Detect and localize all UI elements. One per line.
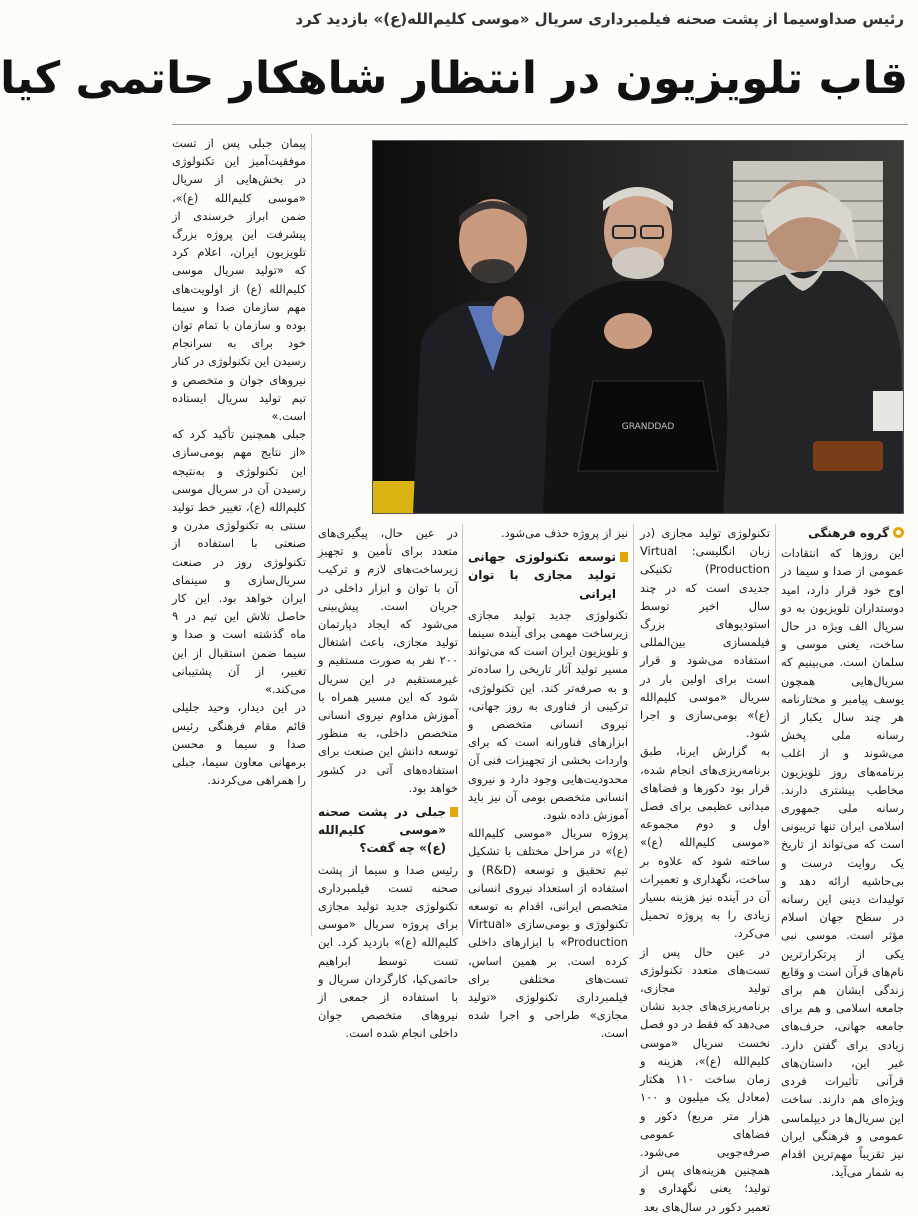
subheading (468, 548, 628, 603)
article-column-5 (172, 134, 306, 936)
article-headline: قاب تلویزیون در انتظار شاهکار حاتمی کیا (0, 53, 908, 104)
column-divider (633, 524, 634, 936)
paragraph: به گزارش ایرنا، طبق برنامه‌ریزی‌های انجام شده، قرار بود دکورها و فضاهای میدانی عظیمی برای فصل اول و دوم مجموعه «موسی کلیم‌الله (ع)» ساخته شود که علاوه بر ساخت، نگهداری و تعمیرات آن در آینده نیز هزینه بسیار زیادی را به پروژه تحمیل می‌کرد. (640, 744, 770, 941)
byline (781, 524, 904, 542)
photo-illustration (373, 141, 903, 513)
paragraph: نیز از پروژه حذف می‌شود. (500, 526, 628, 540)
paragraph: جبلی همچنین تأکید کرد که «از نتایج مهم بومی‌سازی این تکنولوژی و به‌نتیجه رسیدن آن در سریال موسی کلیم‌الله (ع)، تغییر خط تولید سنتی به تکنولوژی مدرن و صنعتی با استفاده از تکنولوژی روز در صنعت سریال‌سازی و سینمای ایران خواهد بود. این کار حاصل تلاش این تیم در ۹ ماه گذشته است و صدا و سیما ضمن استقبال از این تغییر، از آن پشتیبانی می‌کند.» (172, 427, 306, 697)
paragraph: تکنولوژی تولید مجازی (در زبان انگلیسی: Virtual Production) تکنیکی جدیدی است که در چند سال اخیر توسط استودیوهای بزرگ فیلمسازی بین‌المللی استفاده می‌شود و قرار است برای اولین بار در سریال «موسی کلیم‌الله (ع)» بومی‌سازی و اجرا شود. (640, 526, 770, 741)
article-photo (372, 140, 904, 514)
section-circle-icon (893, 527, 904, 538)
subheading-text: جبلی در پشت صحنه «موسی کلیم‌الله (ع)» چه گفت؟ (318, 805, 446, 856)
article-kicker: رئیس صداوسیما از پشت صحنه فیلمبرداری سریال «موسی کلیم‌الله(ع)» بازدید کرد (295, 10, 904, 28)
paragraph: این روزها که انتقادات عمومی از صدا و سیما در اوج خود قرار دارد، امید دوستداران تلویزیون به دو سریال الف ویژه در حال ساخت، یعنی موسی و سلمان است. می‌بینیم که سریال‌هایی همچون یوسف پیامبر و مختارنامه هر چند سال یکبار از رسانه ملی پخش می‌شوند و از اغلب برنامه‌های روز تلویزیون مخاطب بیشتری دارند. رسانه ملی جمهوری اسلامی ایران تنها تریبونی است که می‌تواند از تاریخ یک روایت درست و بی‌حاشیه ارائه دهد و تولیدات دینی این رسانه در سطح جهان اسلام مؤثر است. موسی نبی یکی از پرتکرارترین نام‌های قرآن است و وقایع زندگی ایشان هم برای جامعه اسلامی و هم برای جامعه جهانی، حرف‌های زیادی برای گفتن دارد. غیر این، داستان‌های قرآنی تأثیرات فردی ویژه‌ای هم دارند. ساخت این سریال‌ها در دیپلماسی عمومی و فرهنگی ایران نیز تقریباً مهم‌ترین اقدام به شمار می‌آید. (781, 546, 904, 1180)
subheading (318, 803, 458, 858)
paragraph: پروژه سریال «موسی کلیم‌الله (ع)» در مراحل مختلف با تشکیل تیم تحقیق و توسعه (R&D) و استفاده از استعداد نیروی انسانی متخصص ایرانی، اقدام به توسعه تکنولوژی و بومی‌سازی «Virtual Production» با ابزارهای داخلی کرده است. بر همین اساس، تست‌های مختلفی برای فیلمبرداری تکنولوژی «تولید مجازی» طراحی و اجرا شده است. (468, 826, 628, 1041)
article-column-2 (640, 524, 771, 1214)
article-column-1 (781, 524, 904, 1180)
byline-text: گروه فرهنگی (808, 526, 889, 540)
article-column-3 (468, 524, 628, 1041)
article-column-4 (318, 524, 458, 1041)
subheading-bullet-icon (620, 552, 628, 562)
column-divider (462, 524, 463, 936)
laptop-brand-label: GRANDDAD (621, 422, 675, 432)
paragraph: تکنولوژی جدید تولید مجازی زیرساخت مهمی برای آینده سینما و تلویزیون ایران است که می‌تواند مسیر تولید آثار تاریخی را ساده‌تر و به صرفه‌تر کند. این تکنولوژی، ترکیبی از فناوری به روز جهانی، نیروی انسانی متخصص و ابزارهای فناورانه است که برای واردات بخشی از تجهیزات فنی آن محدودیت‌هایی وجود دارد و نیروی انسانی متخصص بومی آن نیز باید آموزش داده شود. (468, 607, 628, 823)
paragraph: در عین حال، پیگیری‌های متعدد برای تأمین و تجهیز زیرساخت‌های لازم و ترکیب آن با توان و ابزار داخلی در جریان است. پیش‌بینی می‌شود که ایجاد دپارتمان تولید مجازی، باعث اشتغال ۲۰۰ نفر به صورت مستقیم و غیرمستقیم در این سریال شود که این مسیر همراه با آموزش مداوم نیروی انسانی متخصص داخلی، به منظور توسعه دانش این صنعت برای استفاده‌های آتی در کشور خواهد بود. (318, 526, 458, 795)
header-rule (172, 124, 908, 125)
paragraph: در عین حال پس از تست‌های متعدد تکنولوژی تولید مجازی، برنامه‌ریزی‌های جدید نشان می‌دهد که فقط در دو فصل نخست سریال «موسی کلیم‌الله (ع)»، هزینه و زمان ساخت ۱۱۰ هکتار (معادل یک میلیون و ۱۰۰ هزار متر مربع) دکور و فضاهای عمومی صرفه‌جویی می‌شود. همچنین هزینه‌های پس از تولید؛ یعنی نگهداری و تعمیر دکور در سال‌های بعد (640, 944, 771, 1214)
paragraph: رئیس صدا و سیما از پشت صحنه تست فیلمبرداری تکنولوژی جدید تولید مجازی برای پروژه سریال «موسی کلیم‌الله (ع)» بازدید کرد. این تست توسط ابراهیم حاتمی‌کیا، کارگردان سریال و با استفاده از جمعی از نیروهای متخصص جوان داخلی انجام شده است. (318, 862, 458, 1041)
paragraph: در این دیدار، وحید جلیلی قائم مقام فرهنگی رئیس صدا و سیما و محسن برمهانی معاون سیما، جبلی را همراهی می‌کردند. (172, 700, 306, 788)
column-divider (775, 524, 776, 936)
subheading-bullet-icon (450, 807, 458, 817)
paragraph: پیمان جبلی پس از تست موفقیت‌آمیز این تکنولوژی در بخش‌هایی از سریال «موسی کلیم‌الله (ع)»، ضمن ابراز خرسندی از پیشرفت این پروژه بزرگ تلویزیون ایران، اعلام کرد که «تولید سریال موسی کلیم‌الله (ع) از اولویت‌های مهم سازمان صدا و سیما بوده و سازمان با تمام توان خود برای به سرانجام رسیدن این تکنولوژی در کنار نیروهای جوان و متخصص و تیم تولید سریال ایستاده است.» (172, 136, 306, 424)
column-divider (311, 134, 312, 936)
subheading-text: توسعه تکنولوژی جهانی تولید مجازی با توان ایرانی (468, 550, 616, 601)
